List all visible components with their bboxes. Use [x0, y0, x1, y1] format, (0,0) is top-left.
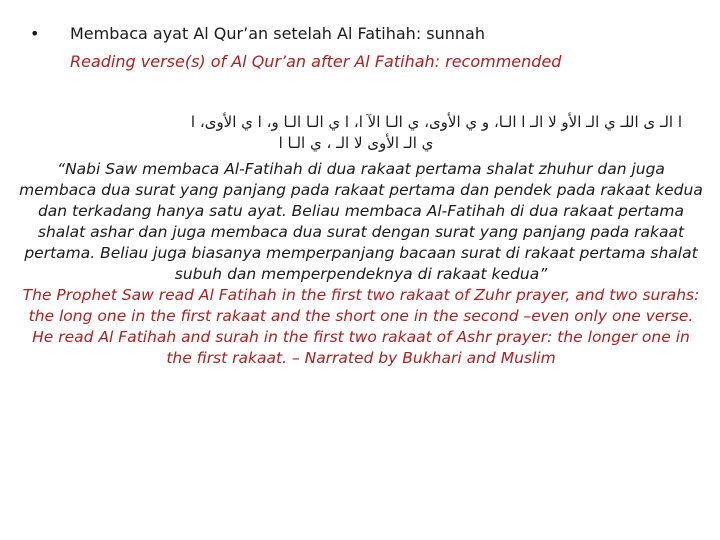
heading-translation: Reading verse(s) of Al Qur’an after Al Fatihah: recommended	[70, 52, 562, 71]
arabic-hadith-line-1: ا الـ ى اللـ ي الـ الأو لا الـ ا الـا، و ي الأوى، ي الـا الآ ا، ا ي الـا الـا و، ا ي الأوى، ا	[190, 113, 682, 131]
hadith-translation-english: The Prophet Saw read Al Fatihah in the first two rakaat of Zuhr prayer, and two surahs: the long one in the first rakaat and the short one in the second –even only one verse. He read Al Fatihah and surah in the first two rakaat of Ashr prayer: the longer one in the first rakaat. – Narrated by Bukhari and Muslim	[22, 286, 700, 367]
heading-text: Membaca ayat Al Qur’an setelah Al Fatihah: sunnah	[70, 24, 485, 43]
bullet-icon: •	[30, 24, 40, 43]
bullet-heading	[30, 24, 485, 44]
arabic-hadith-line-2: ي الـ الأوى لا الـ ، ي الـا ا	[278, 134, 434, 152]
hadith-quote-indonesian: “Nabi Saw membaca Al-Fatihah di dua rakaat pertama shalat zhuhur dan juga membaca dua surat yang panjang pada rakaat pertama dan pendek pada rakaat kedua dan terkadang hanya satu ayat. Beliau membaca Al-Fatihah di dua rakaat pertama shalat ashar dan juga membaca dua surat dengan surat yang panjang pada rakaat pertama. Beliau juga biasanya memperpanjang bacaan surat di rakaat pertama shalat subuh dan memperpendeknya di rakaat kedua”	[19, 160, 703, 283]
hadith-block	[18, 159, 704, 369]
